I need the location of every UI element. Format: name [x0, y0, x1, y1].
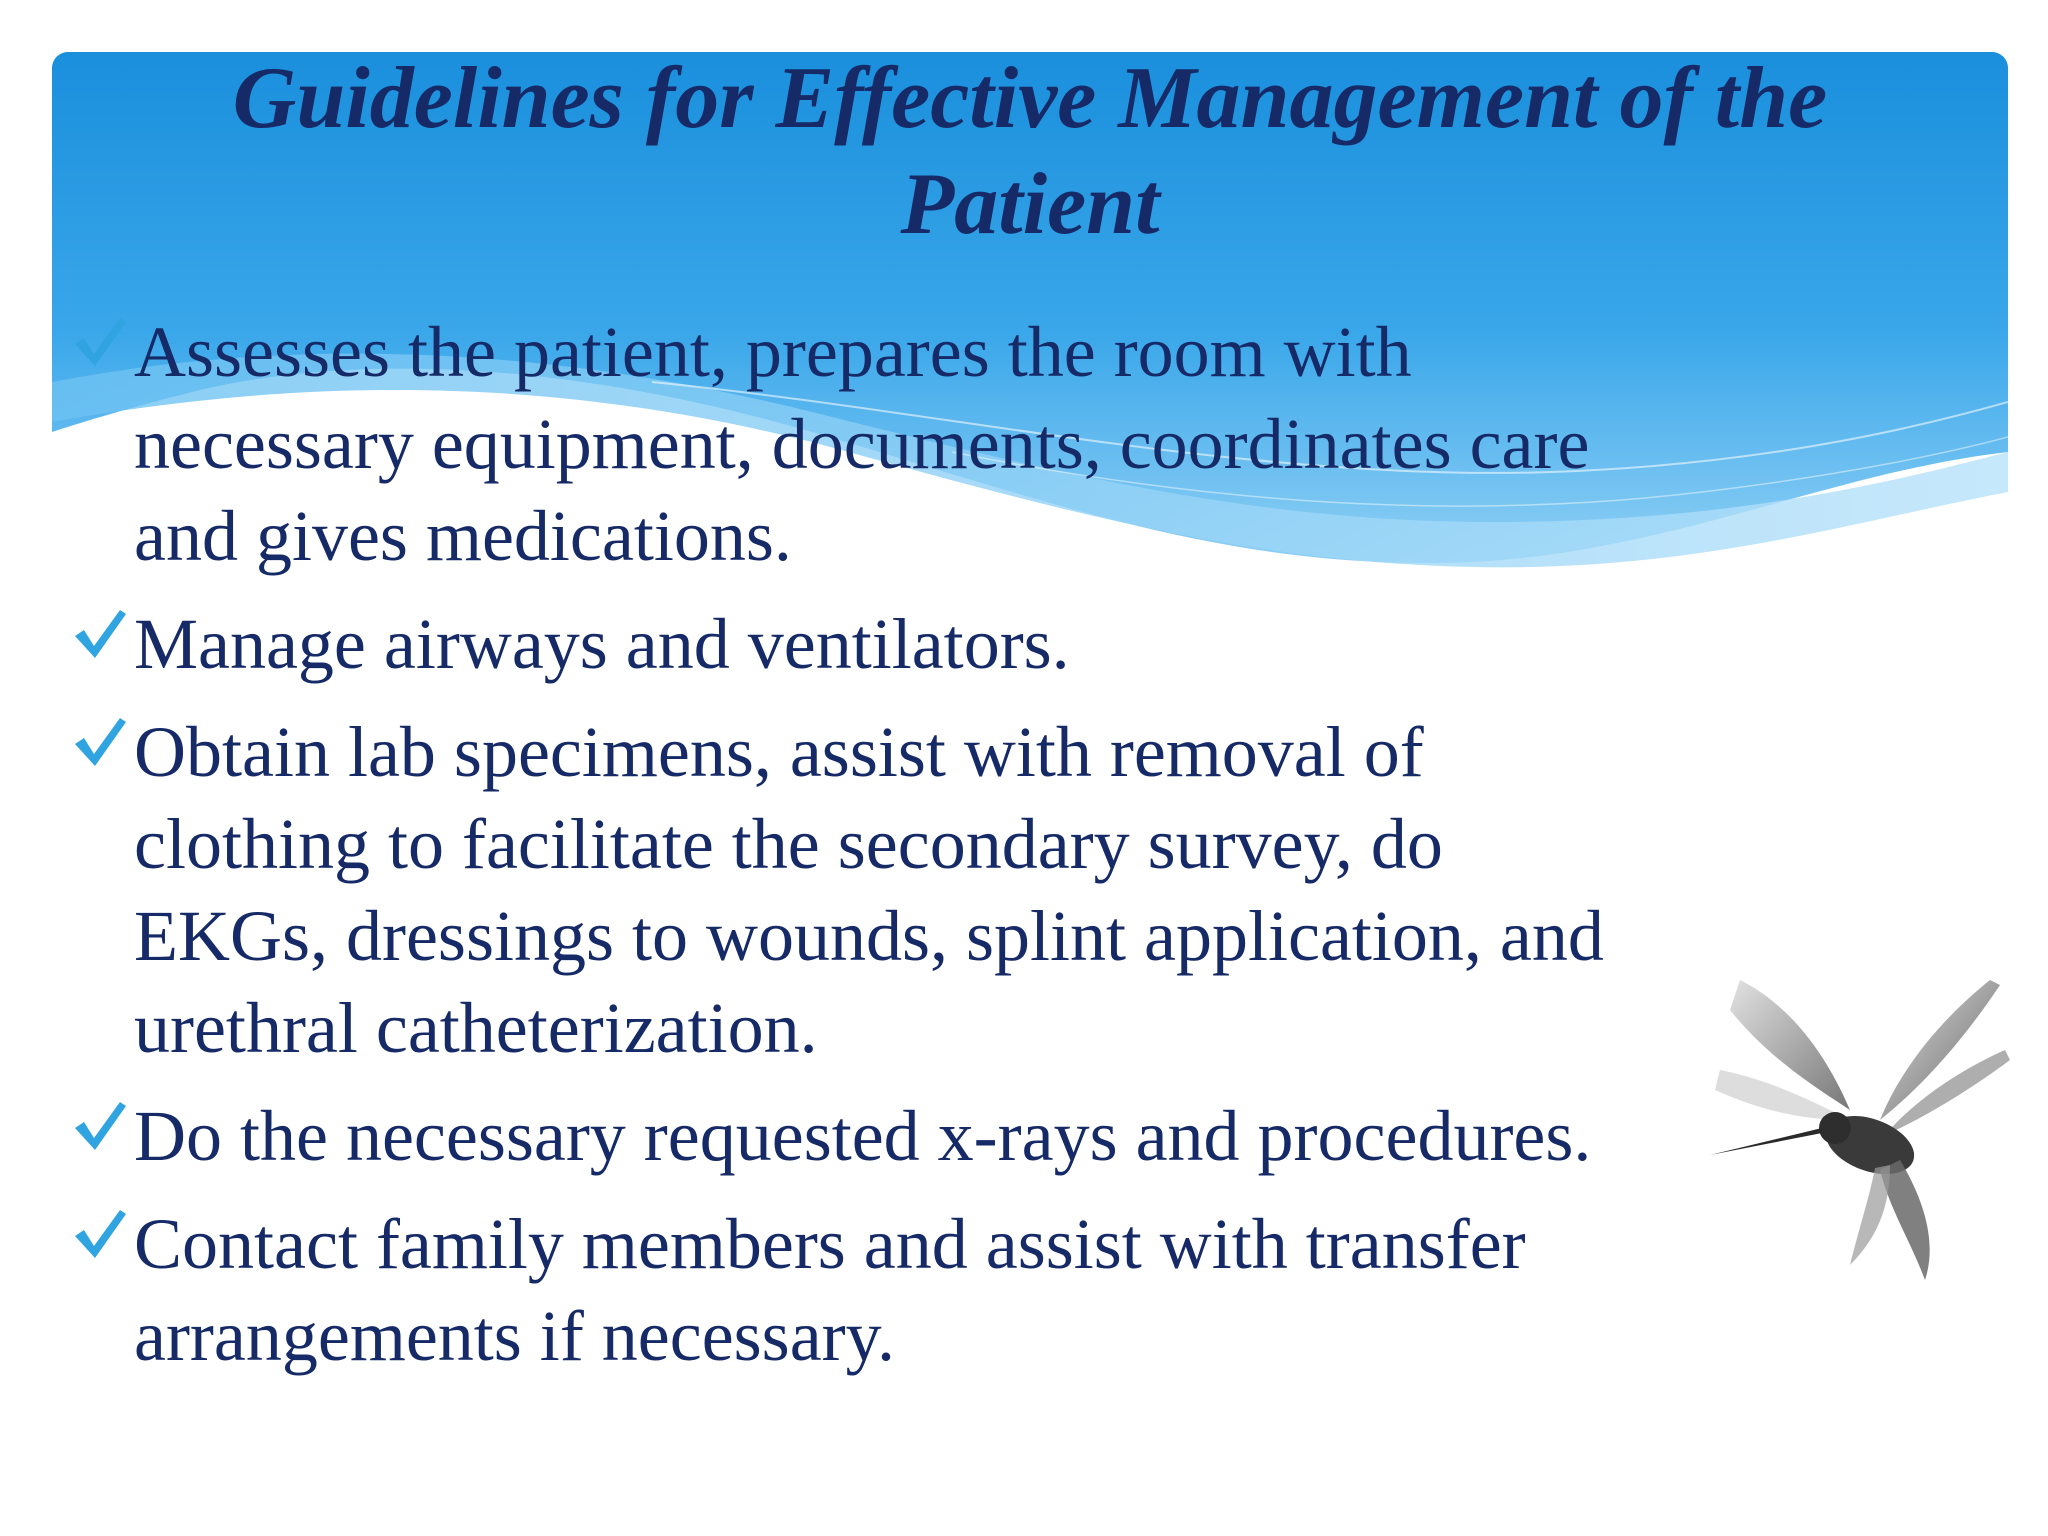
- bullet-text-2-line-1: Manage airways and ventilators.: [134, 604, 1070, 684]
- checkmark-icon: [70, 712, 128, 772]
- checkmark-icon: [70, 1096, 128, 1156]
- hummingbird-icon: [1700, 970, 2020, 1290]
- checkmark-icon: [70, 604, 128, 664]
- bullet-text-5-line-1: Contact family members and assist with transfer: [134, 1204, 1526, 1284]
- bullet-text-3-line-2: clothing to facilitate the secondary survey, do: [134, 804, 1443, 884]
- slide-title: [52, 46, 2008, 258]
- bullet-text-3-line-4: urethral catheterization.: [134, 988, 818, 1068]
- bullet-text-1-line-3: and gives medications.: [134, 496, 792, 576]
- bullet-item-2: [70, 598, 1770, 690]
- bullet-text-1-line-2: necessary equipment, documents, coordinates care: [134, 404, 1590, 484]
- slide-title-line-1: Guidelines for Effective Management of the: [232, 50, 1828, 147]
- bullet-list: [70, 306, 1770, 1398]
- checkmark-icon: [70, 312, 128, 372]
- checkmark-icon: [70, 1204, 128, 1264]
- bullet-text-4-line-1: Do the necessary requested x-rays and procedures.: [134, 1096, 1592, 1176]
- bullet-item-4: [70, 1090, 1770, 1182]
- bullet-item-5: [70, 1198, 1770, 1382]
- bullet-item-1: [70, 306, 1770, 582]
- bullet-text-3-line-1: Obtain lab specimens, assist with removal of: [134, 712, 1424, 792]
- bullet-item-3: [70, 706, 1770, 1074]
- slide-title-line-2: Patient: [900, 156, 1160, 253]
- bullet-text-1-line-1: Assesses the patient, prepares the room with: [134, 312, 1412, 392]
- bullet-text-5-line-2: arrangements if necessary.: [134, 1296, 895, 1376]
- bullet-text-3-line-3: EKGs, dressings to wounds, splint application, and: [134, 896, 1604, 976]
